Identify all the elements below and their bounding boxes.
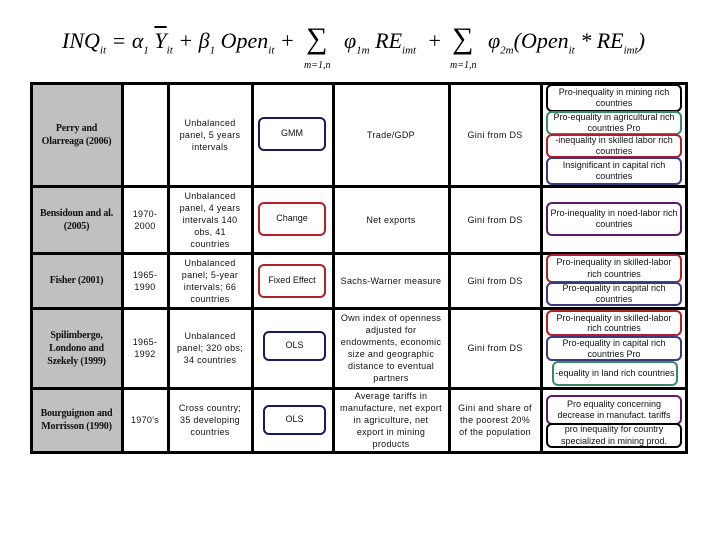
inequality-measure: Gini from DS [467,214,523,225]
result-box: Pro equality concerning decrease in manufact. tariffs [546,395,682,425]
author-name: Perry and Olarreaga (2006) [41,122,112,147]
result-box: Pro-inequality in mining rich countries [546,84,682,112]
inequality-measure: Gini and share of the poorest 20% of the population [458,403,532,437]
sample-description: Cross country; 35 developing countries [178,403,242,437]
table-column-line [30,82,33,454]
table-column-line [332,82,335,454]
table-column-line [540,82,543,454]
author-name: Spilimbergo, Londono and Szekely (1999) [47,329,106,367]
table-column-line [167,82,170,454]
study-period: 1970-2000 [132,208,158,231]
table-column-line [448,82,451,454]
openness-measure: Net exports [366,214,416,225]
openness-measure: Average tariffs in manufacture, net export in agriculture, net export in mining products [340,391,442,449]
table-column-line [685,82,688,454]
result-box: Pro-inequality in noed-labor rich countries [546,202,682,236]
result-box: Pro-equality in capital rich countries [546,282,682,306]
sample-description: Unbalanced panel, 5 years intervals [179,117,241,152]
inequality-measure: Gini from DS [467,275,523,286]
method-badge: OLS [263,331,326,361]
result-box: -equality in land rich countries [552,361,678,386]
result-box: Pro-equality in agricultural rich countries Pro [546,111,682,135]
author-name: Fisher (2001) [49,275,104,286]
result-box: -inequality in skilled labor rich countries [546,134,682,158]
sample-description: Unbalanced panel; 5-year intervals; 66 countries [181,257,239,304]
sample-description: Unbalanced panel, 4 years intervals 140 obs, 41 countries [179,190,241,249]
table-column-line [251,82,254,454]
author-name: Bourguignon and Morrisson (1990) [40,408,113,432]
result-box: Pro-equality in capital rich countries Pro [546,336,682,361]
openness-measure: Sachs-Warner measure [340,275,442,286]
result-box: pro inequality for country specialized in mining prod. [546,423,682,448]
openness-measure: Trade/GDP [367,129,415,140]
study-period [124,83,166,186]
study-period: 1965-1990 [132,269,158,292]
method-badge: Fixed Effect [258,264,326,298]
study-period: 1970's [130,415,160,425]
study-period: 1965-1992 [132,337,158,359]
method-badge: GMM [258,117,326,151]
openness-measure: Own index of openness adjusted for endowments, economic size and geographic distance to eventual partners [340,313,442,383]
result-box: Pro-inequality in skilled-labor rich countries [546,254,682,283]
inequality-measure: Gini from DS [467,343,523,353]
method-badge: OLS [263,405,326,435]
method-badge: Change [258,202,326,236]
author-name: Bensidoun and al. (2005) [39,207,114,232]
inequality-measure: Gini from DS [467,129,523,140]
result-box: Pro-inequality in skilled-labor rich countries [546,310,682,336]
sample-description: Unbalanced panel; 320 obs; 34 countries [176,331,244,365]
result-box: Insignificant in capital rich countries [546,157,682,185]
regression-formula: $INQ_{it} = \alpha_1$ $\overline{Y}_{it} + \beta_1$ Open$_{it}$ + ∑ m=1,n $\varphi_{1m}$ $RE_{imt}$ + ∑ m=1,n $\varphi_{2m}(Open_{it} * RE_{imt})$ [62,22,646,71]
